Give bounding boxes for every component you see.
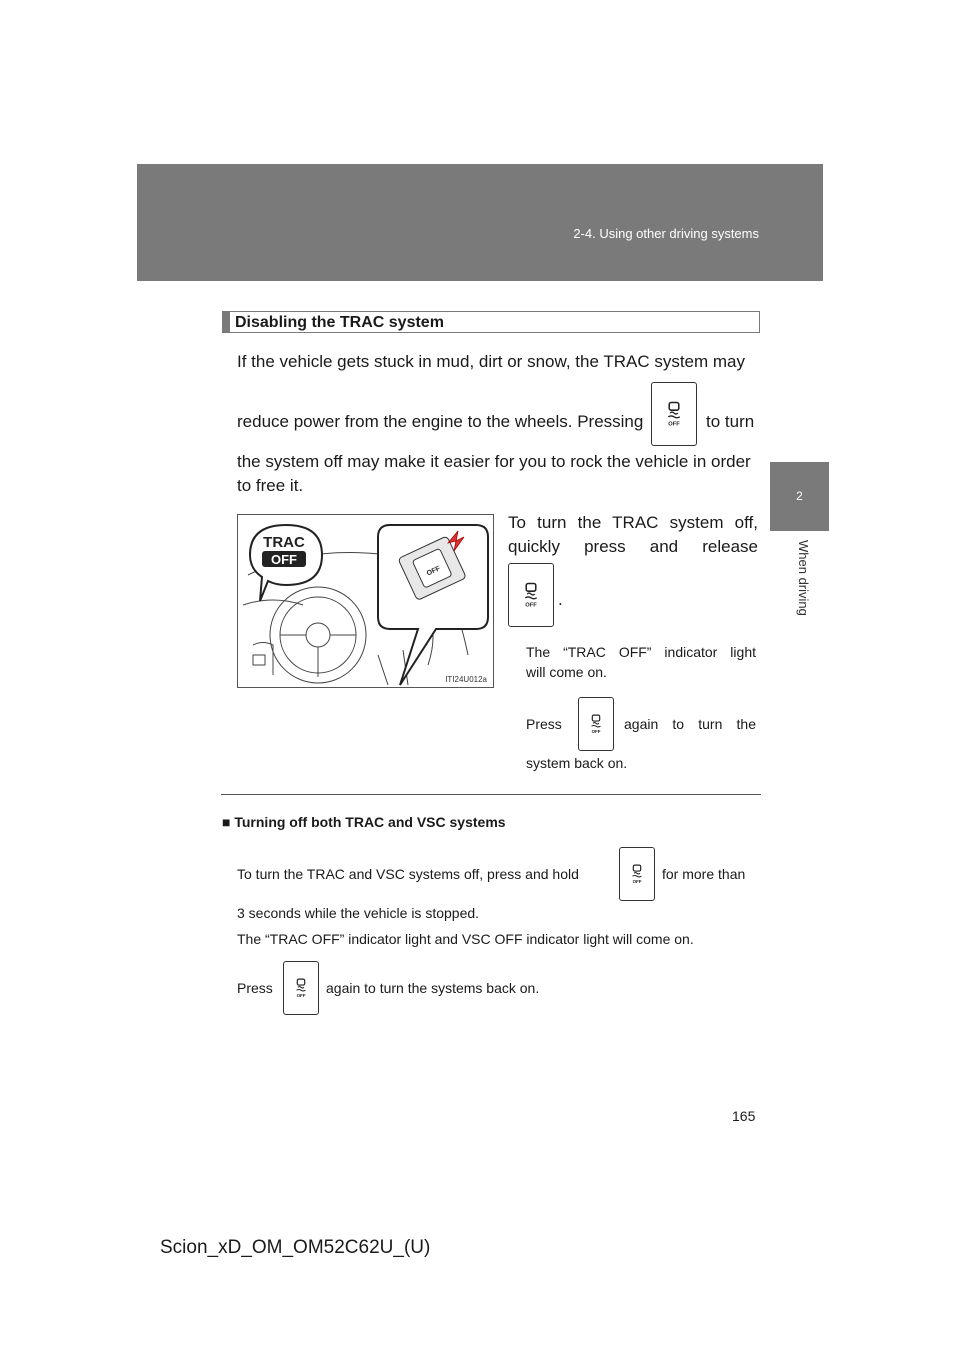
trac-off-icon [652,383,696,445]
chapter-label: When driving [796,540,811,616]
step-period: . [558,590,563,609]
icon-off-label: OFF [296,992,306,998]
note-indicator-line-2: will come on. [526,664,607,680]
icon-off-label: OFF [591,728,601,734]
button-closeup-callout [378,525,488,685]
trac-off-button-icon-5 [283,961,319,1015]
section-marker [223,312,230,332]
document-footer: Scion_xD_OM_OM52C62U_(U) [160,1237,431,1258]
subsection-heading [222,814,506,830]
section-divider [221,794,761,795]
step-line-2: quickly press and release [508,537,758,556]
note-indicator-line-1: The “TRAC OFF” indicator light [526,644,756,660]
dashboard-drawing [238,515,494,688]
dashboard-illustration [237,514,494,688]
step-line-1: To turn the TRAC system off, [508,513,758,532]
callout-off-text: OFF [271,552,297,567]
intro-line-2-end: to turn [706,412,755,431]
closeup-off-label: OFF [425,565,442,578]
trac-off-callout [250,525,322,601]
sub-line-1-end: for more than [662,866,746,882]
note-again: again to turn the [624,716,756,732]
subsection-title: Turning off both TRAC and VSC systems [234,814,506,830]
trac-off-icon [509,564,553,626]
sub-line-4: again to turn the systems back on. [326,980,540,996]
intro-line-3: the system off may make it easier for you to rock the vehicle in order [237,452,751,471]
section-title: Disabling the TRAC system [235,314,444,331]
header-section-title: 2-4. Using other driving systems [573,226,759,241]
icon-off-label: OFF [525,602,537,609]
page-number: 165 [732,1108,756,1124]
trac-off-button-icon [651,382,697,446]
sub-press: Press [237,980,273,996]
chapter-tab: 2 [770,462,829,531]
trac-off-button-icon-2 [508,563,554,627]
note-press: Press [526,716,562,732]
callout-trac-text: TRAC [263,534,305,551]
note-back-on: system back on. [526,755,628,771]
sub-line-3: The “TRAC OFF” indicator light and VSC OFF indicator light will come on. [237,931,694,947]
page-header [137,164,823,281]
intro-line-4: to free it. [237,476,304,495]
intro-line-1: If the vehicle gets stuck in mud, dirt or snow, the TRAC system may [237,352,745,371]
trac-off-button-icon-3 [578,697,614,751]
trac-off-button-icon-4 [619,847,655,901]
trac-off-icon [284,962,318,1014]
trac-off-icon [579,698,613,750]
sub-line-2: 3 seconds while the vehicle is stopped. [237,905,480,921]
icon-off-label: OFF [632,878,642,884]
illustration-code: ITI24U012a [445,675,487,684]
intro-line-2: reduce power from the engine to the wheels. Pressing [237,412,644,431]
trac-off-icon [620,848,654,900]
icon-off-label: OFF [668,421,680,428]
subsection-marker: ■ [222,814,231,830]
section-heading [222,311,760,333]
sub-line-1: To turn the TRAC and VSC systems off, press and hold [237,866,579,882]
